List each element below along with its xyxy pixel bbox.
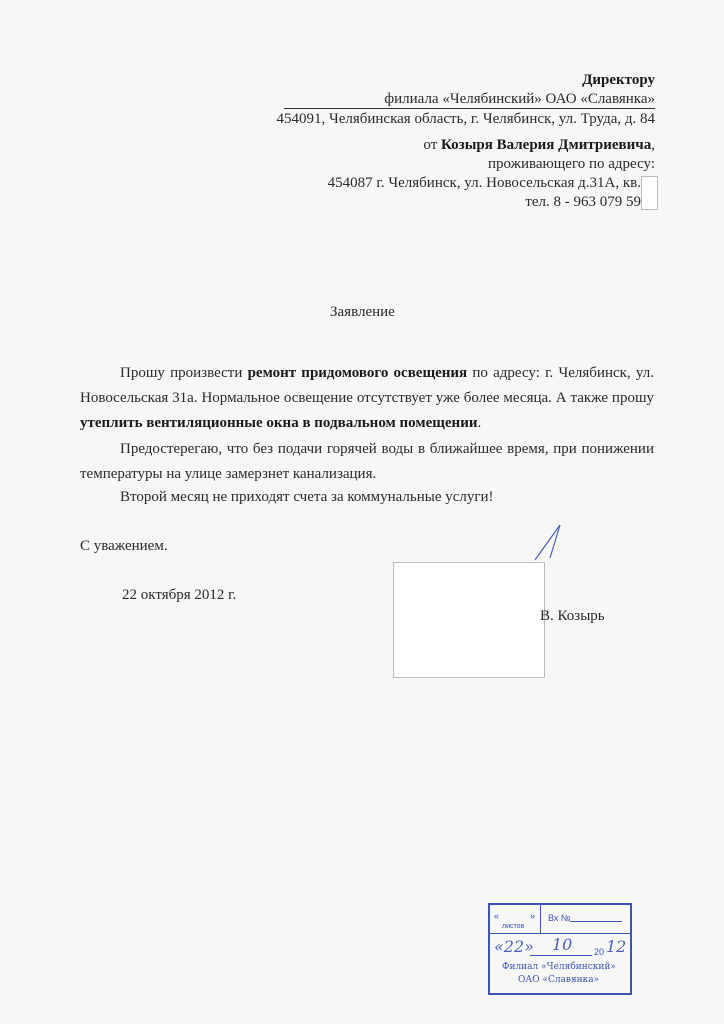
stamp-incoming-no: Вх № bbox=[548, 913, 571, 923]
document-title: Заявление bbox=[330, 304, 395, 320]
stamp-year-suffix: 12 bbox=[606, 937, 627, 956]
stamp-month: 10 bbox=[552, 935, 573, 954]
signature-name: В. Козырь bbox=[540, 608, 605, 624]
sender-line: от Козыря Валерия Дмитриевича, bbox=[423, 137, 655, 153]
stamp-sheets-label: листов bbox=[502, 923, 525, 930]
recipient-address: 454091, Челябинская область, г. Челябинск, ул. Труда, д. 84 bbox=[276, 111, 655, 127]
stamp-org-line1: Филиал «Челябинский» bbox=[502, 962, 616, 972]
stamp-year-prefix: 20 bbox=[594, 947, 605, 957]
stamp-quote-close: » bbox=[530, 911, 536, 921]
sender-address: 454087 г. Челябинск, ул. Новосельская д.31А, кв. bbox=[327, 175, 641, 191]
signature-stroke bbox=[530, 520, 570, 565]
date: 22 октября 2012 г. bbox=[122, 587, 237, 603]
redaction-box bbox=[641, 176, 658, 210]
closing: С уважением. bbox=[80, 538, 168, 554]
sender-phone: тел. 8 - 963 079 59 bbox=[525, 194, 641, 210]
paragraph-3: Второй месяц не приходят счета за коммунальные услуги! bbox=[120, 489, 494, 505]
recipient-org: филиала «Челябинский» ОАО «Славянка» bbox=[284, 91, 655, 109]
recipient-title: Директору bbox=[582, 72, 655, 88]
stamp-org-line2: ОАО «Славянка» bbox=[518, 975, 600, 985]
paragraph-1: Прошу произвести ремонт придомового освещения по адресу: г. Челябинск, ул. Новосельская 31а. Нормальное освещение отсутствует уже более месяца. А также прошу утеплить вентиляционные окна в подвальном помещении. bbox=[80, 365, 654, 431]
registration-stamp bbox=[488, 903, 632, 995]
paragraph-2: Предостерегаю, что без подачи горячей воды в ближайшее время, при понижении температуры на улице замерзнет канализация. bbox=[80, 441, 654, 482]
residing-label: проживающего по адресу: bbox=[487, 156, 655, 172]
redacted-signature bbox=[393, 562, 545, 678]
stamp-day: «22» bbox=[494, 937, 534, 956]
stamp-quote-open: « bbox=[494, 911, 500, 921]
